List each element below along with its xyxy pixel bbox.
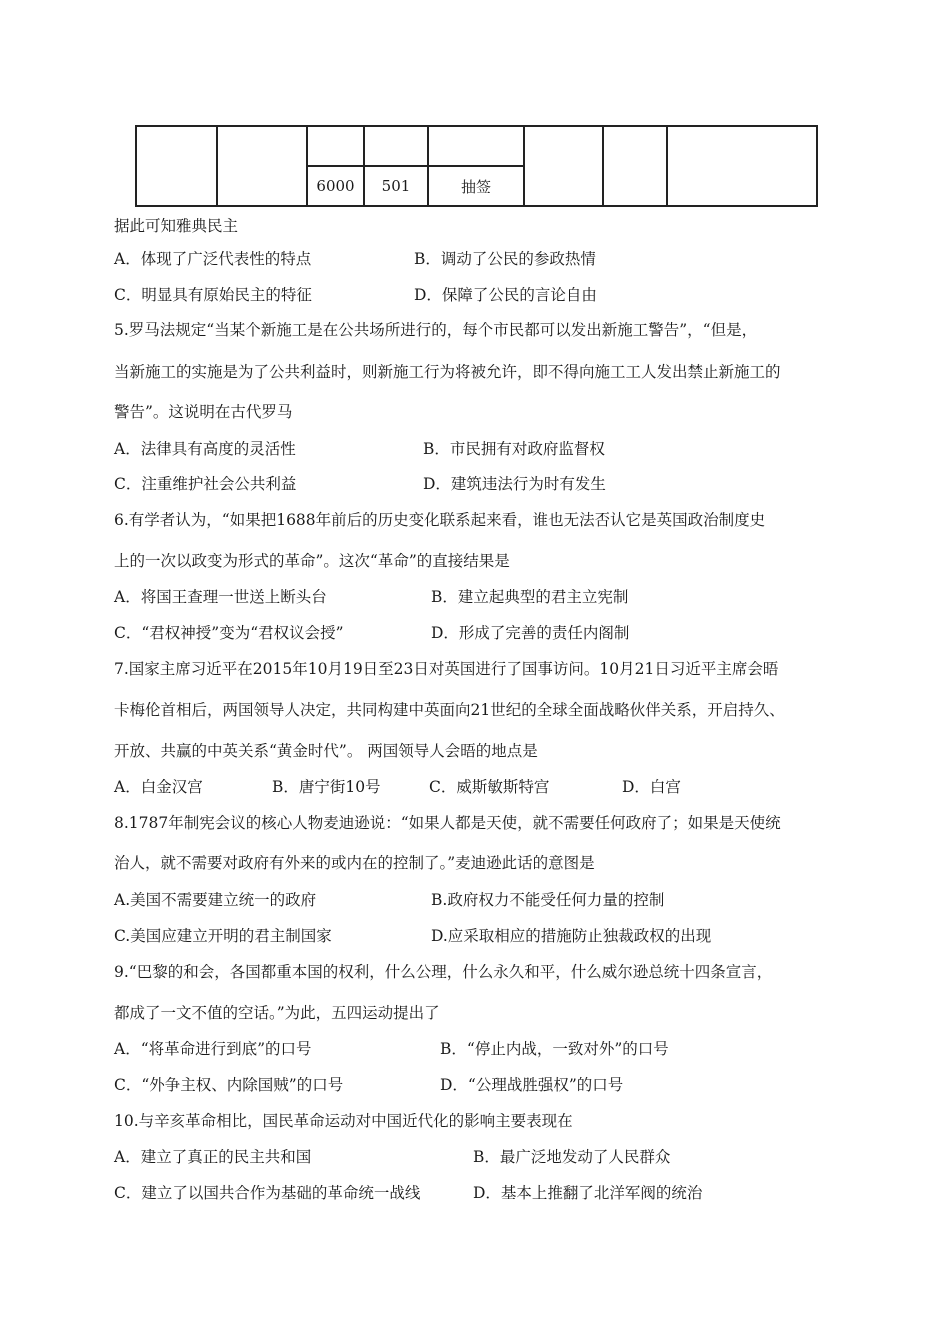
question-5-line-1: 5.罗马法规定“当某个新施工是在公共场所进行的，每个市民都可以发出新施工警告”，“但是，: [114, 321, 758, 339]
question-5-line-2: 当新施工的实施是为了公共利益时，则新施工行为将被允许，即不得向施工工人发出禁止新施工的: [114, 363, 781, 381]
table-cell: [524, 126, 603, 206]
table-cell: [136, 126, 217, 206]
question-7-line-1: 7.国家主席习近平在2015年10月19日至23日对英国进行了国事访问。10月21日习近平主席会晤: [114, 660, 779, 678]
option-a: A．法律具有高度的灵活性: [114, 440, 296, 458]
option-b: B．“停止内战，一致对外”的口号: [440, 1040, 669, 1058]
option-a: A．将国王查理一世送上断头台: [114, 588, 327, 606]
table-cell: [364, 126, 428, 166]
option-b: B．唐宁街10号: [272, 778, 381, 796]
table-cell: [603, 126, 667, 206]
question-5-line-3: 警告”。这说明在古代罗马: [114, 403, 293, 421]
option-d: D．“公理战胜强权”的口号: [440, 1076, 624, 1094]
option-c: C．威斯敏斯特宫: [429, 778, 550, 796]
question-8-line-2: 治人，就不需要对政府有外来的或内在的控制了。”麦迪逊此话的意图是: [114, 854, 595, 872]
question-8-line-1: 8.1787年制宪会议的核心人物麦迪逊说：“如果人都是天使，就不需要任何政府了；如果是天使统: [114, 814, 781, 832]
option-d: D．基本上推翻了北洋军阀的统治: [473, 1184, 703, 1202]
option-a: A．“将革命进行到底”的口号: [114, 1040, 312, 1058]
table-cell: [307, 126, 364, 166]
option-b: B．调动了公民的参政热情: [414, 250, 596, 268]
question-6-line-1: 6.有学者认为，“如果把1688年前后的历史变化联系起来看，谁也无法否认它是英国政治制度史: [114, 511, 766, 529]
option-b: B．建立起典型的君主立宪制: [431, 588, 629, 606]
table-cell: [428, 126, 524, 166]
option-c: C．“君权神授”变为“君权议会授”: [114, 624, 344, 642]
option-c: C．明显具有原始民主的特征: [114, 286, 312, 304]
table-cell: [217, 126, 307, 206]
option-a: A.美国不需要建立统一的政府: [114, 891, 317, 909]
option-b: B.政府权力不能受任何力量的控制: [431, 891, 665, 909]
question-stem: 据此可知雅典民主: [114, 217, 239, 235]
question-9-line-1: 9.“巴黎的和会，各国都重本国的权利，什么公理，什么永久和平，什么威尔逊总统十四条宣言，: [114, 963, 773, 981]
option-c: C.美国应建立开明的君主制国家: [114, 927, 332, 945]
option-b: B．最广泛地发动了人民群众: [473, 1148, 671, 1166]
table-cell: 6000: [307, 166, 364, 206]
data-table: [135, 125, 818, 207]
table-cell: 501: [364, 166, 428, 206]
question-10-line-1: 10.与辛亥革命相比，国民革命运动对中国近代化的影响主要表现在: [114, 1112, 573, 1130]
option-d: D.应采取相应的措施防止独裁政权的出现: [431, 927, 712, 945]
question-9-line-2: 都成了一文不值的空话。”为此，五四运动提出了: [114, 1004, 440, 1022]
table-cell: [667, 126, 817, 206]
question-6-line-2: 上的一次以政变为形式的革命”。这次“革命”的直接结果是: [114, 552, 510, 570]
option-c: C．“外争主权、内除国贼”的口号: [114, 1076, 344, 1094]
option-d: D．保障了公民的言论自由: [414, 286, 597, 304]
option-c: C．注重维护社会公共利益: [114, 475, 297, 493]
option-a: A．建立了真正的民主共和国: [114, 1148, 312, 1166]
option-d: D．形成了完善的责任内阁制: [431, 624, 630, 642]
question-7-line-2: 卡梅伦首相后，两国领导人决定，共同构建中英面向21世纪的全球全面战略伙伴关系，开启持久、: [114, 701, 785, 719]
option-b: B．市民拥有对政府监督权: [423, 440, 605, 458]
option-a: A．体现了广泛代表性的特点: [114, 250, 312, 268]
option-a: A．白金汉宫: [114, 778, 203, 796]
option-c: C．建立了以国共合作为基础的革命统一战线: [114, 1184, 421, 1202]
option-d: D．建筑违法行为时有发生: [423, 475, 606, 493]
table-cell: 抽签: [428, 166, 524, 206]
option-d: D．白宫: [622, 778, 681, 796]
question-7-line-3: 开放、共赢的中英关系“黄金时代”。 两国领导人会晤的地点是: [114, 742, 538, 760]
